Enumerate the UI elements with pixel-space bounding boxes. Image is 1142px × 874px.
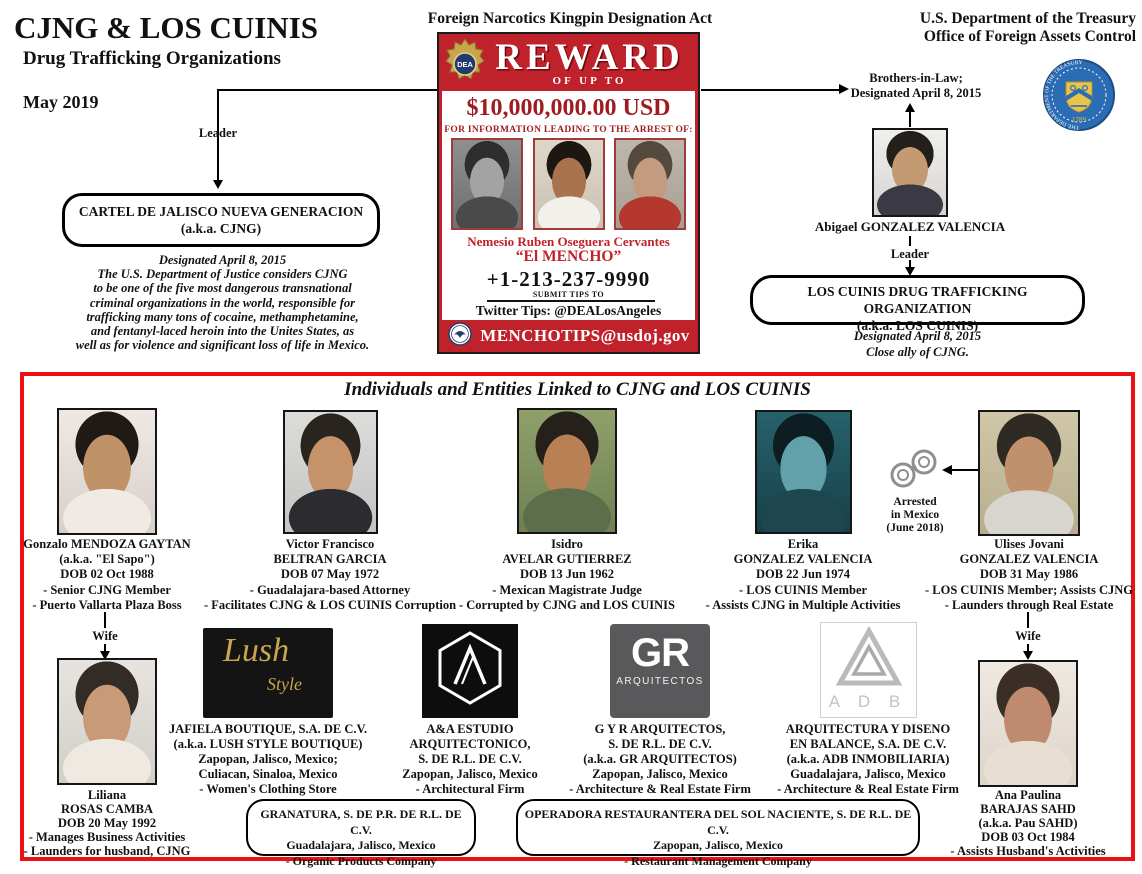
- linked-section: [20, 372, 1135, 868]
- leader-label-right: Leader: [890, 247, 930, 261]
- kingpin-act-heading: Foreign Narcotics Kingpin Designation Act: [427, 10, 713, 27]
- treasury-seal-icon: [1042, 58, 1116, 137]
- treasury-heading: [836, 10, 1136, 46]
- liliana-photo: [57, 658, 157, 785]
- treasury-line2: Office of Foreign Assets Control: [923, 28, 1136, 45]
- liliana-text: Liliana ROSAS CAMBA DOB 20 May 1992 - Manages Business Activities - Launders for husband, CJNG: [23, 788, 191, 858]
- wife-label-left: Wife: [92, 629, 118, 643]
- svg-text:A D B: A D B: [828, 692, 908, 711]
- abigael-name: Abigael GONZALEZ VALENCIA: [814, 219, 1006, 234]
- gonzalo-text: Gonzalo MENDOZA GAYTAN (a.k.a. "El Sapo") DOB 02 Oct 1988 - Senior CJNG Member - Puerto Vallarta Plaza Boss: [23, 537, 191, 612]
- poster-body: [439, 91, 698, 320]
- isidro-photo: [517, 408, 617, 534]
- cjng-box-line2: (a.k.a. CJNG): [180, 221, 262, 236]
- cjng-note: Designated April 8, 2015 The U.S. Department of Justice considers CJNG to be one of the five most dangerous transnational criminal organizations in the world, responsible for trafficking many tons of cocaine, methamphetamine, and fentanyl-laced heroin into the Unites States, as well as for violence and significant loss of life in Mexico.: [75, 253, 370, 353]
- adb-text: ARQUITECTURA Y DISENO EN BALANCE, S.A. DE C.V. (a.k.a. ADB INMOBILIARIA) Guadalajara, Jalisco, Mexico - Architecture & Real Estate Firm: [777, 722, 959, 796]
- reward-for-info: FOR INFORMATION LEADING TO THE ARREST OF:: [444, 125, 693, 135]
- handcuffs-icon: [886, 446, 942, 497]
- victor-photo: [283, 410, 378, 534]
- mencho-alias: “El MENCHO”: [515, 248, 622, 265]
- submit-tips-label: SUBMIT TIPS TO: [532, 290, 605, 299]
- poster-header: [439, 34, 698, 91]
- svg-text:THE DEPARTMENT OF THE TREASURY: THE DEPARTMENT OF THE TREASURY: [1044, 59, 1083, 131]
- granatura-box: GRANATURA, S. DE P.R. DE R.L. DE C.V. Guadalajara, Jalisco, Mexico - Organic Products Company: [246, 799, 476, 856]
- cjng-box: [62, 193, 380, 247]
- wife-label-right: Wife: [1015, 629, 1041, 643]
- aa-estudio-text: A&A ESTUDIO ARQUITECTONICO, S. DE R.L. DE C.V. Zapopan, Jalisco, Mexico - Architectural Firm: [402, 722, 538, 796]
- page-subtitle: Drug Trafficking Organizations: [23, 48, 281, 69]
- ulises-photo: [978, 410, 1080, 536]
- jafiela-text: JAFIELA BOUTIQUE, S.A. DE C.V. (a.k.a. LUSH STYLE BOUTIQUE) Zapopan, Jalisco, Mexico; Culiacan, Sinaloa, Mexico - Women's Clothing Store: [168, 722, 368, 796]
- lush-style-logo: Lush Style: [203, 628, 333, 718]
- los-cuinis-note: Designated April 8, 2015 Close ally of CJNG.: [853, 329, 982, 359]
- ana-text: Ana Paulina BARAJAS SAHD (a.k.a. Pau SAHD) DOB 03 Oct 1984 - Assists Husband's Activities: [950, 788, 1106, 858]
- gonzalo-photo: [57, 408, 157, 535]
- page-title: CJNG & LOS CUINIS: [14, 10, 319, 45]
- reward-of-up-to: OF UP TO: [552, 75, 627, 87]
- wife-left-line1: [104, 612, 106, 628]
- tip-phone: +1-213-237-9990: [486, 267, 651, 291]
- dea-badge-icon: [445, 37, 485, 94]
- arrest-label: Arrested in Mexico (June 2018): [886, 496, 944, 534]
- mencho-photos: [442, 138, 695, 230]
- connector-right-horizontal: [701, 89, 840, 91]
- mencho-photo-right: [614, 138, 686, 230]
- operadora-box: OPERADORA RESTAURANTERA DEL SOL NACIENTE, S. DE R.L. DE C.V. Zapopan, Jalisco, Mexico - Restaurant Management Company: [516, 799, 920, 856]
- wife-right-arrowhead: [1023, 651, 1033, 660]
- reward-poster: [437, 32, 700, 354]
- wife-right-line1: [1027, 612, 1029, 628]
- gr-arquitectos-text: G Y R ARQUITECTOS, S. DE R.L. DE C.V. (a.k.a. GR ARQUITECTOS) Zapopan, Jalisco, Mexico - Architecture & Real Estate Firm: [569, 722, 751, 796]
- mencho-photo-center: [533, 138, 605, 230]
- treasury-line1: U.S. Department of the Treasury: [919, 10, 1136, 27]
- section-title: Individuals and Entities Linked to CJNG and LOS CUINIS: [344, 379, 811, 400]
- twitter-tips: Twitter Tips: @DEALosAngeles: [475, 303, 662, 318]
- svg-text:DEA: DEA: [457, 60, 473, 69]
- aa-estudio-logo: [422, 624, 518, 718]
- abigael-photo: [872, 128, 948, 217]
- poster-footer: [439, 320, 698, 352]
- mencho-photo-left: [451, 138, 523, 230]
- great-seal-icon: [448, 322, 472, 351]
- victor-text: Victor Francisco BELTRAN GARCIA DOB 07 May 1972 - Guadalajara-based Attorney - Facilitates CJNG & LOS CUINIS Corruption: [203, 537, 457, 612]
- adb-logo: [820, 622, 917, 718]
- erika-photo: [755, 410, 852, 534]
- arrowhead-left-arrest: [942, 465, 952, 475]
- gr-arquitectos-logo: GR ARQUITECTOS: [610, 624, 710, 718]
- brothers-in-law-label: Brothers-in-Law; Designated April 8, 2015: [850, 71, 982, 100]
- leader-label-left: Leader: [198, 126, 238, 140]
- poster-divider: [487, 300, 655, 302]
- connector-left-horizontal: [218, 89, 438, 91]
- ulises-text: Ulises Jovani GONZALEZ VALENCIA DOB 31 May 1986 - LOS CUINIS Member; Assists CJNG - Launders through Real Estate: [925, 537, 1133, 612]
- connector-up-vertical: [909, 111, 911, 127]
- erika-text: Erika GONZALEZ VALENCIA DOB 22 Jun 1974 - LOS CUINIS Member - Assists CJNG in Multiple Activities: [705, 537, 901, 612]
- date-label: May 2019: [23, 92, 99, 112]
- cjng-box-line1: CARTEL DE JALISCO NUEVA GENERACION: [78, 204, 364, 219]
- connector-leader-right-1: [909, 236, 911, 246]
- mencho-name: Nemesio Ruben Oseguera Cervantes: [467, 234, 670, 249]
- svg-text:1789: 1789: [1072, 116, 1086, 124]
- reward-amount: $10,000,000.00 USD: [466, 95, 671, 121]
- reward-title: REWARD: [495, 37, 684, 78]
- los-cuinis-box: LOS CUINIS DRUG TRAFFICKING ORGANIZATION (a.k.a. LOS CUINIS): [750, 275, 1085, 325]
- tip-email: MENCHOTIPS@usdoj.gov: [480, 326, 690, 345]
- isidro-text: Isidro AVELAR GUTIERREZ DOB 13 Jun 1962 - Mexican Magistrate Judge - Corrupted by CJNG and LOS CUINIS: [458, 537, 675, 612]
- arrowhead-down-left: [213, 180, 223, 189]
- arrest-arrow-line: [952, 469, 978, 471]
- ana-photo: [978, 660, 1078, 787]
